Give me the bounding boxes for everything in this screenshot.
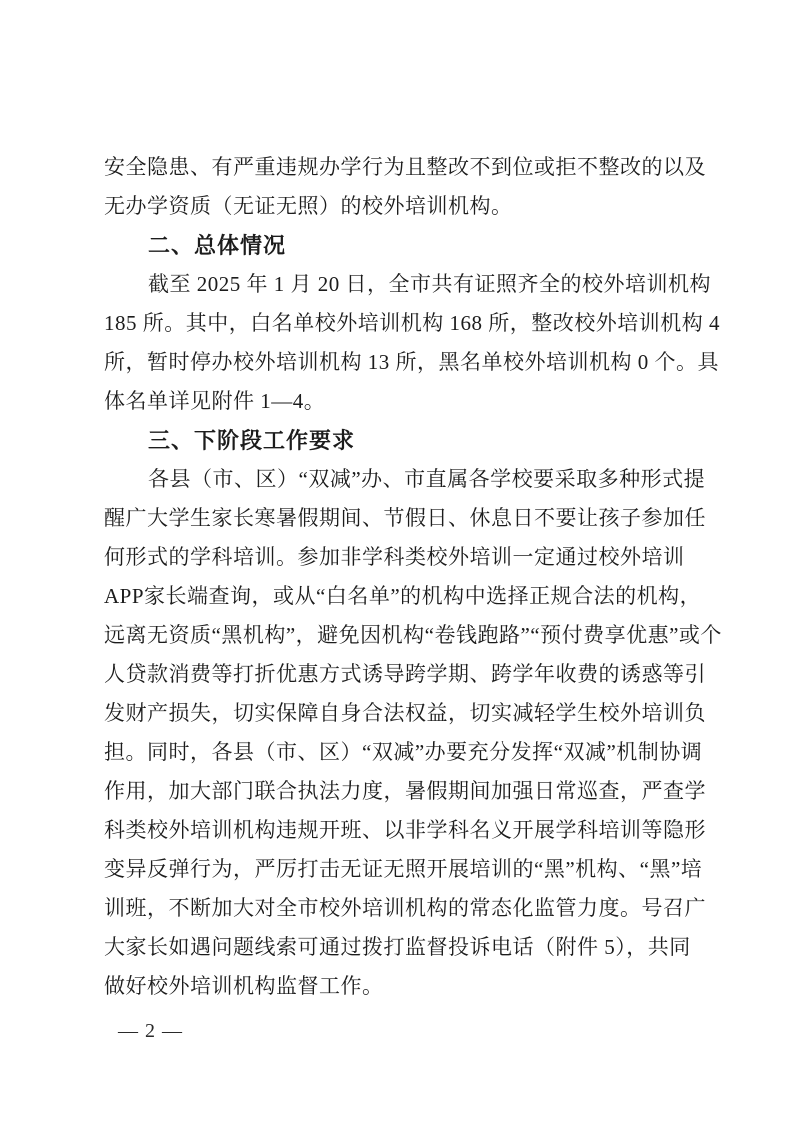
text-line: 体名单详见附件 1—4。: [104, 389, 326, 413]
text-line: 做好校外培训机构监督工作。: [104, 974, 384, 998]
text-line: 何形式的学科培训。参加非学科类校外培训一定通过校外培训: [104, 545, 685, 569]
document-body: [104, 148, 722, 1006]
text-line: 无办学资质（无证无照）的校外培训机构。: [104, 194, 513, 218]
text-line: 训班，不断加大对全市校外培训机构的常态化监管力度。号召广: [104, 896, 706, 920]
text-line: 担。同时，各县（市、区）“双减”办要充分发挥“双减”机制协调: [104, 740, 703, 764]
text-line: 各县（市、区）“双减”办、市直属各学校要采取多种形式提: [148, 467, 706, 491]
text-line: 作用，加大部门联合执法力度，暑假期间加强日常巡查，严查学: [104, 779, 706, 803]
section-heading: 三、下阶段工作要求: [148, 428, 356, 453]
text-line: 大家长如遇问题线索可通过拨打监督投诉电话（附件 5），共同: [104, 935, 691, 959]
text-line: 远离无资质“黑机构”，避免因机构“卷钱跑路”“预付费享优惠”或个: [104, 623, 722, 647]
text-line: 185 所。其中，白名单校外培训机构 168 所，整改校外培训机构 4: [104, 311, 720, 335]
page-number: — 2 —: [118, 1020, 183, 1042]
text-line: 安全隐患、有严重违规办学行为且整改不到位或拒不整改的以及: [104, 155, 706, 179]
text-line: 醒广大学生家长寒暑假期间、节假日、休息日不要让孩子参加任: [104, 506, 706, 530]
text-line: APP家长端查询，或从“白名单”的机构中选择正规合法的机构，: [104, 584, 702, 608]
text-line: 发财产损失，切实保障自身合法权益，切实减轻学生校外培训负: [104, 701, 706, 725]
section-heading: 二、总体情况: [148, 233, 287, 258]
text-line: 截至 2025 年 1 月 20 日，全市共有证照齐全的校外培训机构: [148, 272, 711, 296]
text-line: 变异反弹行为，严厉打击无证无照开展培训的“黑”机构、“黑”培: [104, 857, 703, 881]
text-line: 所，暂时停办校外培训机构 13 所，黑名单校外培训机构 0 个。具: [104, 350, 719, 374]
text-line: 人贷款消费等打折优惠方式诱导跨学期、跨学年收费的诱惑等引: [104, 662, 706, 686]
text-line: 科类校外培训机构违规开班、以非学科名义开展学科培训等隐形: [104, 818, 706, 842]
